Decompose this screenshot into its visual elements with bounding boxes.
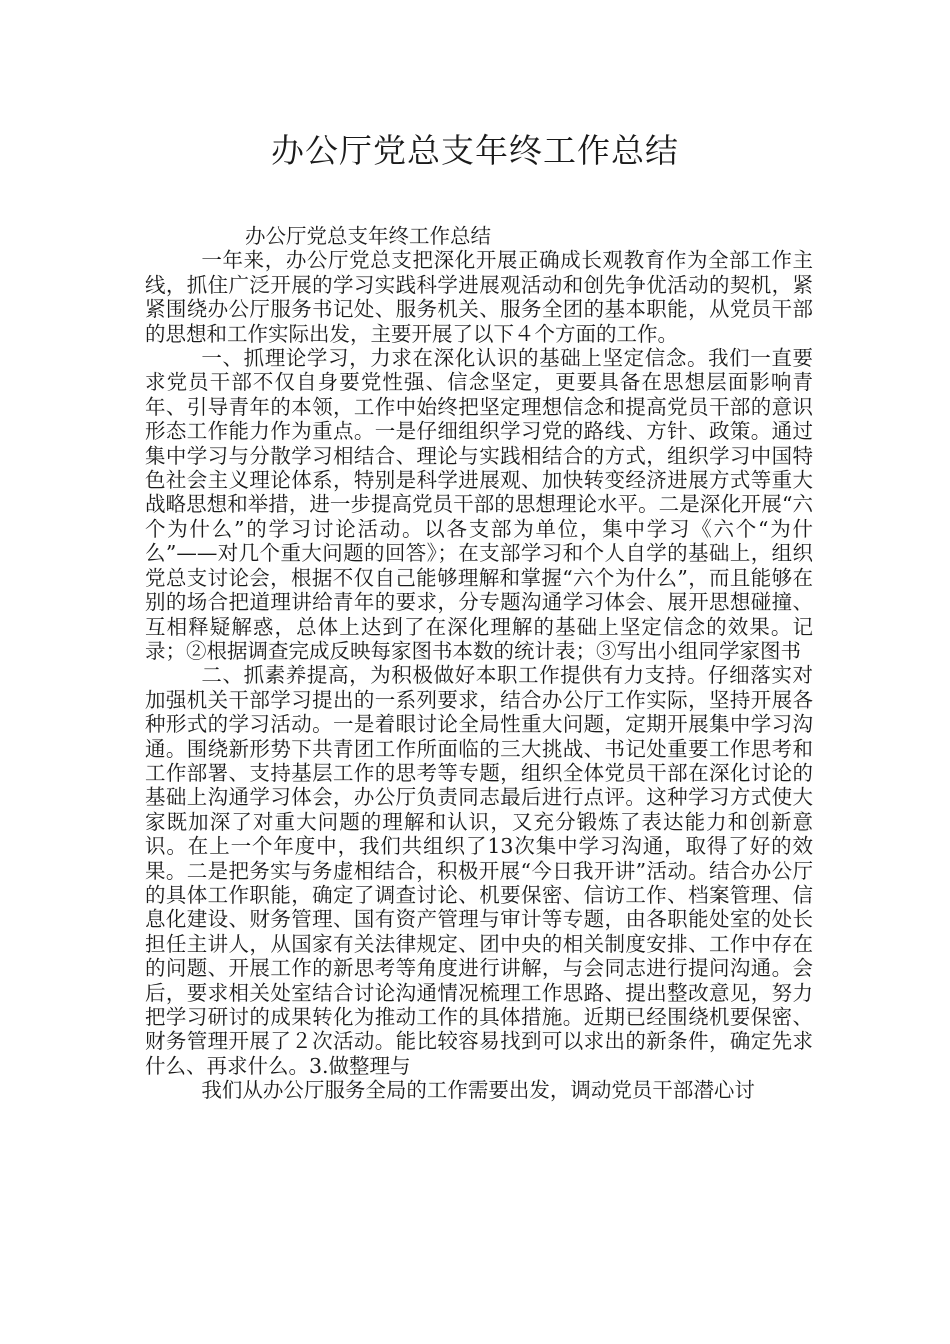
document-subtitle: 办公厅党总支年终工作总结 xyxy=(245,224,491,248)
paragraph-section-3: 我们从办公厅服务全局的工作需要出发，调动党员干部潜心讨 xyxy=(201,1078,755,1103)
paragraph-section-2: 二、抓素养提高，为积极做好本职工作提供有力支持。仔细落实对加强机关干部学习提出的一系列要求，结合办公厅工作实际，坚持开展各种形式的学习活动。一是着眼讨论全局性重大问题，定期开展集中学习沟通。围绕新形势下共青团工作所面临的三大挑战、书记处重要工作思考和工作部署、支持基层工作的思考等专题，组织全体党员干部在深化讨论的基础上沟通学习体会，办公厅负责同志最后进行点评。这种学习方式使大家既加深了对重大问题的理解和认识，又充分锻炼了表达能力和创新意识。在上一个年度中，我们共组织了13次集中学习沟通，取得了好的效果。二是把务实与务虚相结合，积极开展“今日我开讲”活动。结合办公厅的具体工作职能，确定了调查讨论、机要保密、信访工作、档案管理、信息化建设、财务管理、国有资产管理与审计等专题，由各职能处室的处长担任主讲人，从国家有关法律规定、团中央的相关制度安排、工作中存在的问题、开展工作的新思考等角度进行讲解，与会同志进行提问沟通。会后，要求相关处室结合讨论沟通情况梳理工作思路、提出整改意见，努力把学习研讨的成果转化为推动工作的具体措施。近期已经围绕机要保密、财务管理开展了２次活动。能比较容易找到可以求出的新条件，确定先求什么、再求什么。3.做整理与 xyxy=(145,663,813,1078)
paragraph-intro: 一年来，办公厅党总支把深化开展正确成长观教育作为全部工作主线，抓住广泛开展的学习实践科学进展观活动和创先争优活动的契机，紧紧围绕办公厅服务书记处、服务机关、服务全团的基本职能，从党员干部的思想和工作实际出发，主要开展了以下４个方面的工作。 xyxy=(145,248,813,346)
document-body xyxy=(145,224,813,1103)
document-title: 办公厅党总支年终工作总结 xyxy=(271,131,679,170)
paragraph-section-1: 一、抓理论学习，力求在深化认识的基础上坚定信念。我们一直要求党员干部不仅自身要党性强、信念坚定，更要具备在思想层面影响青年、引导青年的本领，工作中始终把坚定理想信念和提高党员干部的意识形态工作能力作为重点。一是仔细组织学习党的路线、方针、政策。通过集中学习与分散学习相结合、理论与实践相结合的方式，组织学习中国特色社会主义理论体系，特别是科学进展观、加快转变经济进展方式等重大战略思想和举措，进一步提高党员干部的思想理论水平。二是深化开展“六个为什么”的学习讨论活动。以各支部为单位，集中学习《六个“为什么”——对几个重大问题的回答》；在支部学习和个人自学的基础上，组织党总支讨论会，根据不仅自己能够理解和掌握“六个为什么”，而且能够在别的场合把道理讲给青年的要求，分专题沟通学习体会、展开思想碰撞、互相释疑解惑，总体上达到了在深化理解的基础上坚定信念的效果。记录；②根据调查完成反映每家图书本数的统计表；③写出小组同学家图书 xyxy=(145,346,813,663)
